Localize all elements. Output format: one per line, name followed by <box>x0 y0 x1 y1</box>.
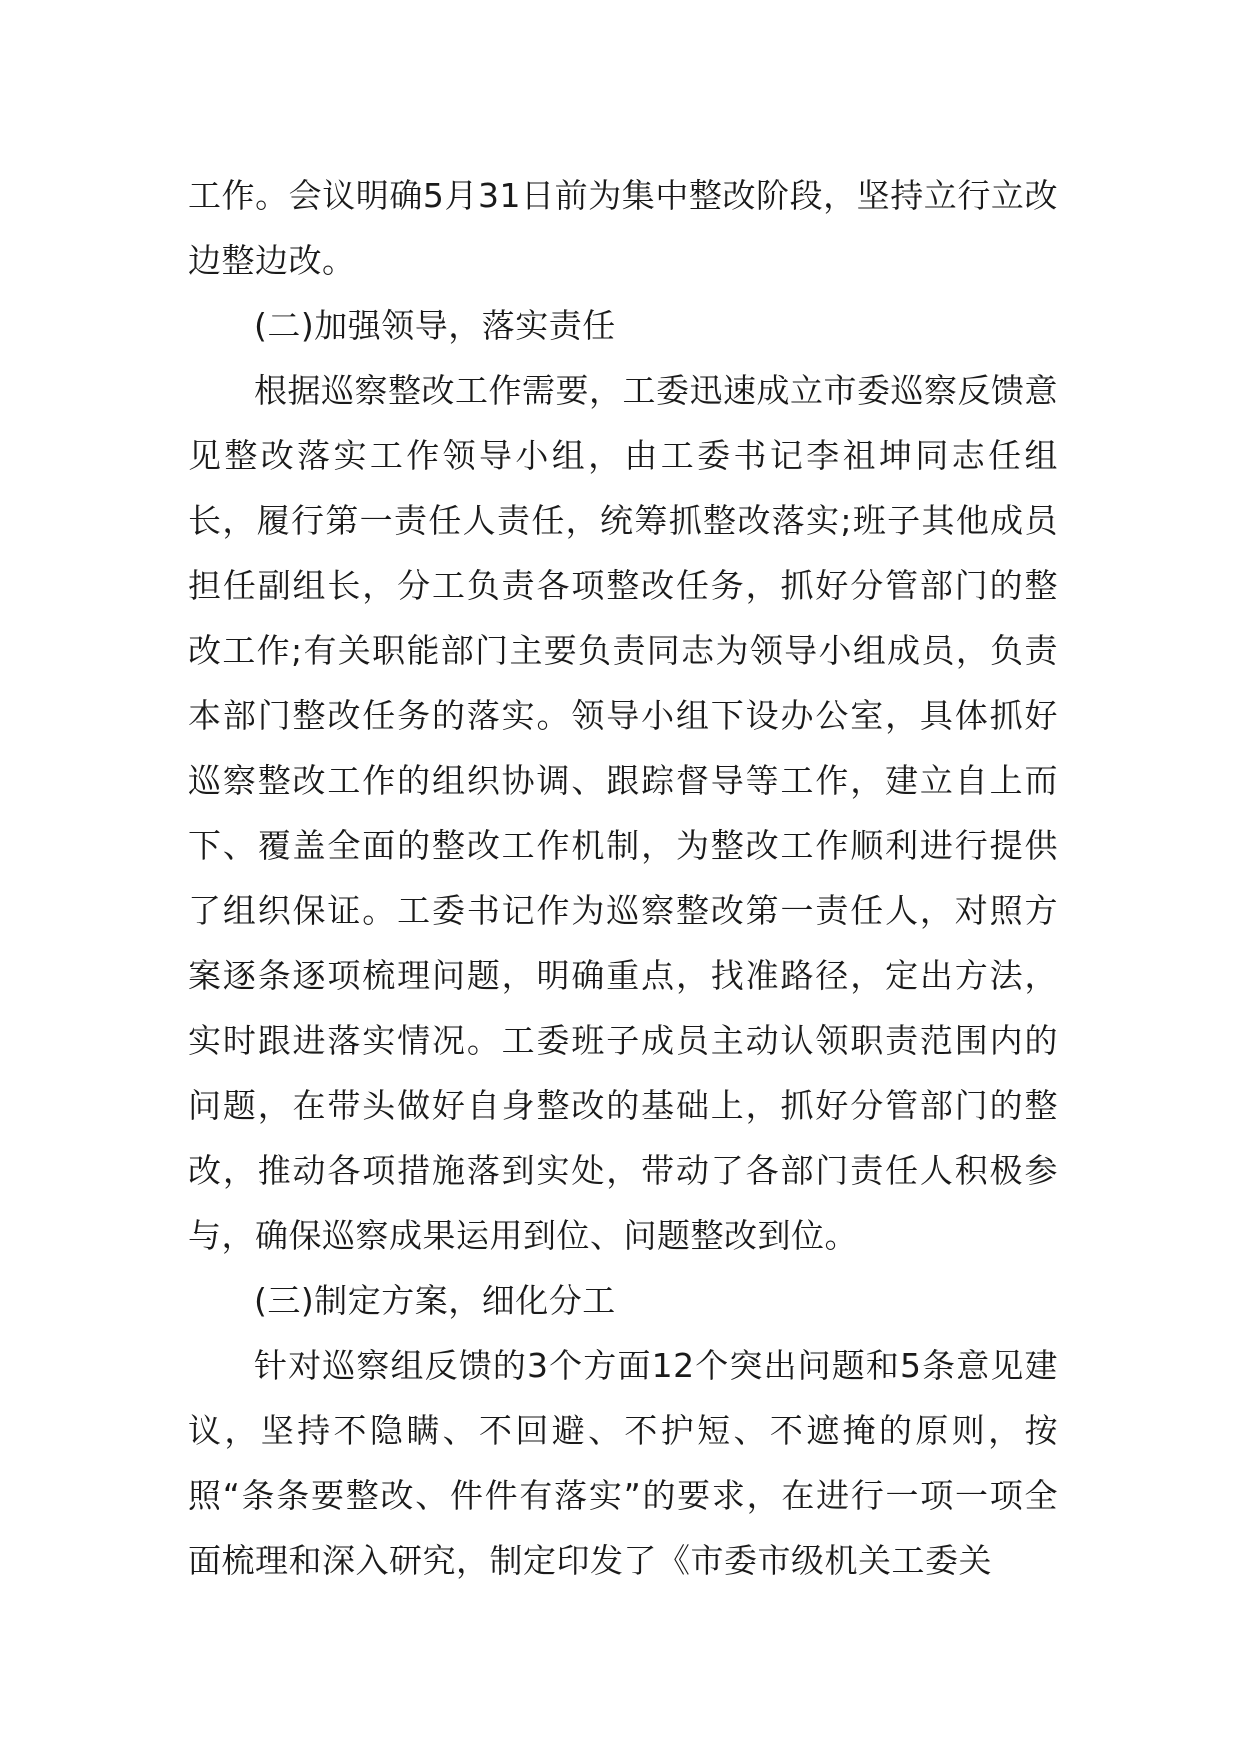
paragraph-leadership: 根据巡察整改工作需要，工委迅速成立市委巡察反馈意见整改落实工作领导小组，由工委书记李祖坤同志任组长，履行第一责任人责任，统筹抓整改落实;班子其他成员担任副组长，分工负责各项整改任务，抓好分管部门的整改工作;有关职能部门主要负责同志为领导小组成员，负责本部门整改任务的落实。领导小组下设办公室，具体抓好巡察整改工作的组织协调、跟踪督导等工作，建立自上而下、覆盖全面的整改工作机制，为整改工作顺利进行提供了组织保证。工委书记作为巡察整改第一责任人，对照方案逐条逐项梳理问题，明确重点，找准路径，定出方法，实时跟进落实情况。工委班子成员主动认领职责范围内的问题，在带头做好自身整改的基础上，抓好分管部门的整改，推动各项措施落到实处，带动了各部门责任人积极参与，确保巡察成果运用到位、问题整改到位。 <box>188 371 1058 1255</box>
paragraph-continuation: 工作。会议明确5月31日前为集中整改阶段，坚持立行立改边整边改。 <box>188 176 1058 280</box>
section-heading-3: (三)制定方案，细化分工 <box>254 1281 616 1320</box>
body-text <box>188 163 1058 1593</box>
paragraph-plan: 针对巡察组反馈的3个方面12个突出问题和5条意见建议，坚持不隐瞒、不回避、不护短、不遮掩的原则，按照“条条要整改、件件有落实”的要求，在进行一项一项全面梳理和深入研究，制定印发了《市委市级机关工委关 <box>188 1346 1058 1580</box>
section-heading-2: (二)加强领导，落实责任 <box>254 306 616 345</box>
